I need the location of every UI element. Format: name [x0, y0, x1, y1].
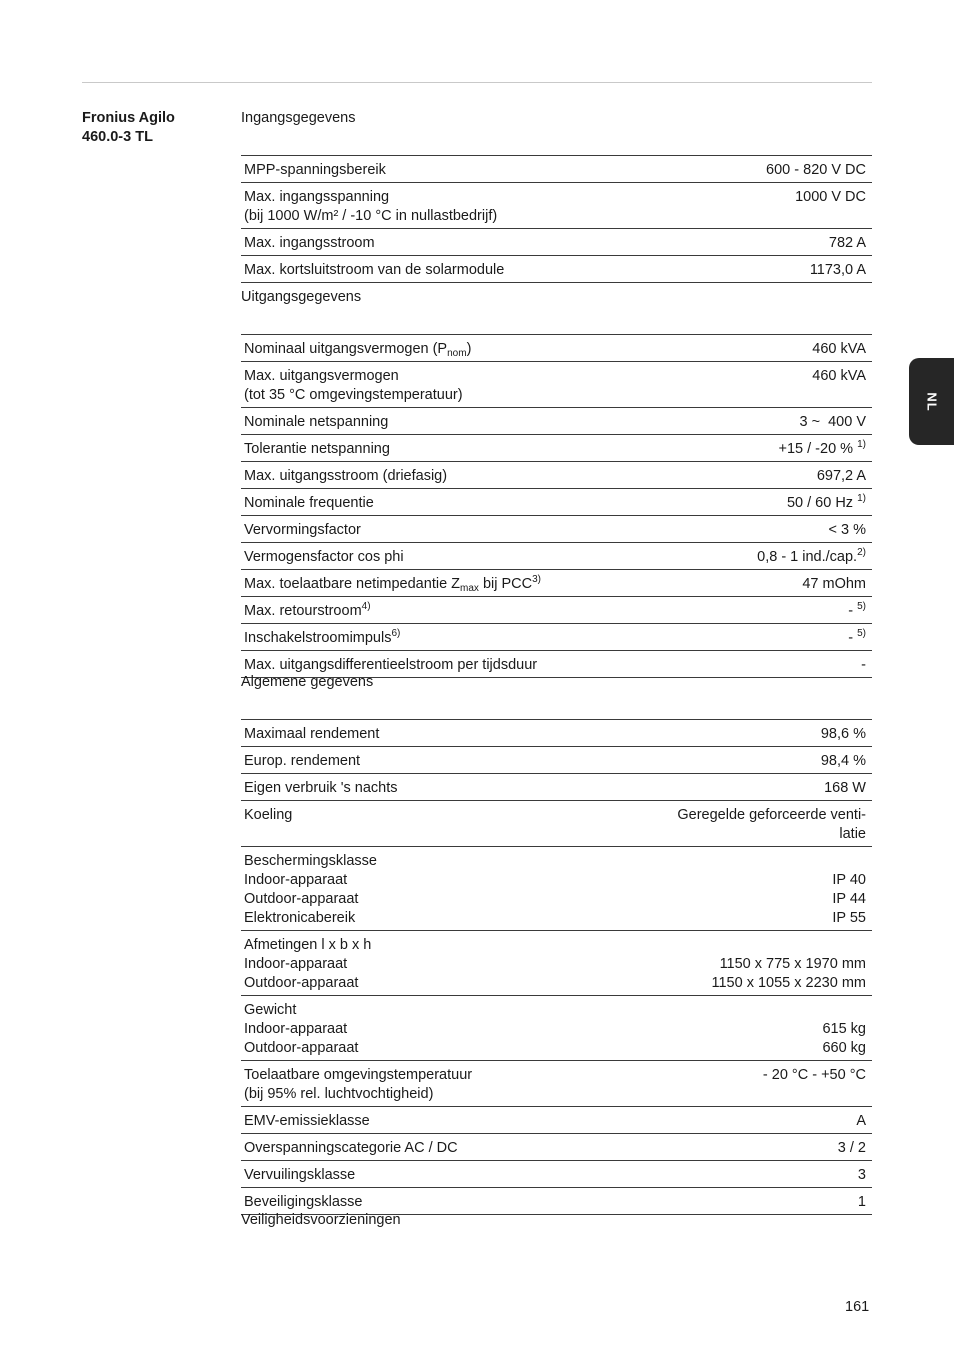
row-label-line: Indoor-apparaat — [244, 956, 348, 972]
row-label-line: (bij 95% rel. luchtvochtigheid) — [244, 1086, 434, 1102]
table-row — [241, 1107, 872, 1134]
table-row — [241, 931, 872, 996]
table-row — [241, 362, 872, 408]
row-value: 1000 V DC — [795, 189, 866, 205]
table-row — [241, 747, 872, 774]
row-label: Vermogensfactor cos phi — [244, 549, 404, 565]
language-tab — [909, 358, 954, 445]
model-name-line2: 460.0-3 TL — [82, 129, 153, 145]
language-tab-label: NL — [924, 391, 939, 412]
row-value: - $^{5)}$ — [848, 601, 866, 619]
table-row — [241, 543, 872, 570]
table-row — [241, 1061, 872, 1107]
row-value: 600 - 820 V DC — [766, 162, 866, 178]
table-row — [241, 1134, 872, 1161]
row-value: 3 — [857, 1167, 866, 1183]
row-label-line: Outdoor-apparaat — [244, 975, 359, 991]
row-value: 3 / 2 — [837, 1140, 866, 1156]
row-label: Nominale frequentie — [244, 495, 374, 511]
row-value-line: latie — [839, 826, 866, 842]
model-name — [82, 109, 175, 147]
row-value: 50 / 60 Hz $^{1)}$ — [786, 493, 866, 511]
row-label — [241, 1061, 585, 1107]
row-label: Koeling — [244, 807, 293, 823]
row-label: Max. retourstroom$^{4)}$ — [244, 601, 371, 619]
section-title-safety: Veiligheidsvoorzieningen — [241, 1212, 401, 1228]
row-value: 460 kVA — [812, 341, 866, 357]
row-value: - 20 °C - +50 °C — [762, 1067, 866, 1083]
row-label: Maximaal rendement — [244, 726, 380, 742]
row-label — [241, 362, 697, 408]
row-value-line: Geregelde geforceerde venti- — [677, 807, 866, 823]
row-label: Overspanningscategorie AC / DC — [244, 1140, 458, 1156]
table-row — [241, 801, 872, 847]
row-value-line: 1150 x 775 x 1970 mm — [719, 956, 866, 972]
row-label-line: Afmetingen l x b x h — [244, 937, 372, 953]
row-label: Vervormingsfactor — [244, 522, 361, 538]
footnote-ref: 6) — [391, 628, 401, 639]
footnote-ref: 2) — [857, 547, 866, 558]
row-label: Eigen verbruik 's nachts — [244, 780, 398, 796]
row-label-line: (bij 1000 W/m² / -10 °C in nullastbedrijf) — [244, 208, 498, 224]
row-label: Vervuilingsklasse — [244, 1167, 356, 1183]
table-row — [241, 570, 872, 597]
row-value: 47 mOhm — [802, 576, 866, 592]
row-value — [585, 801, 872, 847]
row-label: Inschakelstroomimpuls$^{6)}$ — [244, 628, 401, 646]
row-value: 168 W — [824, 780, 866, 796]
row-value-line: 660 kg — [822, 1040, 866, 1056]
row-label-line: (tot 35 °C omgevingstemperatuur) — [244, 387, 463, 403]
row-value-line: 615 kg — [822, 1021, 866, 1037]
footnote-ref: 3) — [532, 574, 542, 585]
row-value — [585, 996, 872, 1061]
row-value: 98,4 % — [820, 753, 866, 769]
row-label: Tolerantie netspanning — [244, 441, 390, 457]
row-value: 98,6 % — [820, 726, 866, 742]
row-value: 3 ~ 400 V — [799, 414, 866, 430]
row-label-line: Max. uitgangsvermogen — [244, 368, 399, 384]
spec-table-input — [241, 155, 872, 283]
row-label-line: Indoor-apparaat — [244, 872, 348, 888]
page-number: 161 — [845, 1299, 870, 1315]
row-value: < 3 % — [828, 522, 866, 538]
row-label: Beveiligingsklasse — [244, 1194, 363, 1210]
spec-table-general — [241, 719, 872, 1215]
footnote-ref: 1) — [857, 439, 866, 450]
row-value: 460 kVA — [812, 368, 866, 384]
row-value: 1173,0 A — [809, 262, 866, 278]
table-row — [241, 335, 872, 362]
table-row — [241, 774, 872, 801]
footnote-ref: 4) — [361, 601, 371, 612]
table-row — [241, 229, 872, 256]
table-row — [241, 489, 872, 516]
row-label: Max. kortsluitstroom van de solarmodule — [244, 262, 505, 278]
table-row — [241, 256, 872, 283]
model-name-line1: Fronius Agilo — [82, 110, 175, 126]
row-label: Nominale netspanning — [244, 414, 389, 430]
row-value: +15 / -20 % $^{1)}$ — [778, 439, 866, 457]
row-label-line: Indoor-apparaat — [244, 1021, 348, 1037]
row-label-line: Max. ingangsspanning — [244, 189, 390, 205]
row-label-line: Toelaatbare omgevingstemperatuur — [244, 1067, 473, 1083]
row-label: Nominaal uitgangsvermogen $(P_{nom})$ — [244, 341, 472, 359]
row-value-line: IP 55 — [832, 910, 866, 926]
table-row — [241, 996, 872, 1061]
row-label: Max. ingangsstroom — [244, 235, 375, 251]
footnote-ref: 5) — [857, 601, 866, 612]
table-row — [241, 156, 872, 183]
row-label-line: Elektronicabereik — [244, 910, 356, 926]
table-row — [241, 1161, 872, 1188]
row-value: - $^{5)}$ — [848, 628, 866, 646]
row-label-line: Gewicht — [244, 1002, 297, 1018]
row-value: - — [861, 657, 866, 673]
row-label — [241, 847, 585, 931]
row-value: 697,2 A — [816, 468, 866, 484]
table-row — [241, 624, 872, 651]
row-label — [241, 996, 585, 1061]
top-rule — [82, 82, 872, 83]
table-row — [241, 597, 872, 624]
row-label: MPP-spanningsbereik — [244, 162, 386, 178]
row-label — [241, 931, 585, 996]
section-title-input: Ingangsgegevens — [241, 110, 356, 126]
table-row — [241, 847, 872, 931]
row-value-line: 1150 x 1055 x 2230 mm — [711, 975, 866, 991]
row-label: Max. uitgangsstroom (driefasig) — [244, 468, 448, 484]
section-title-general: Algemene gegevens — [241, 674, 374, 690]
table-row — [241, 183, 872, 229]
table-row — [241, 720, 872, 747]
row-value: 782 A — [828, 235, 866, 251]
row-label: EMV-emissieklasse — [244, 1113, 370, 1129]
footnote-ref: 5) — [857, 628, 866, 639]
table-row — [241, 516, 872, 543]
row-value: 0,8 - 1 ind./cap.$^{2)}$ — [757, 547, 866, 565]
row-value-line: IP 44 — [832, 891, 866, 907]
row-value: A — [856, 1113, 866, 1129]
row-label: Europ. rendement — [244, 753, 361, 769]
spec-table-output — [241, 334, 872, 678]
row-value — [585, 847, 872, 931]
row-value: 1 — [857, 1194, 866, 1210]
row-label: Max. toelaatbare netimpedantie $Z_{max}$ bij PCC$^{3)}$ — [244, 574, 542, 594]
row-value — [585, 931, 872, 996]
table-row — [241, 435, 872, 462]
row-label-line: Outdoor-apparaat — [244, 1040, 359, 1056]
table-row — [241, 408, 872, 435]
row-value-line: IP 40 — [832, 872, 866, 888]
footnote-ref: 1) — [857, 493, 866, 504]
row-label: Max. uitgangsdifferentieelstroom per tijdsduur — [244, 657, 538, 673]
row-label-line: Outdoor-apparaat — [244, 891, 359, 907]
row-label-line: Beschermingsklasse — [244, 853, 377, 869]
section-title-output: Uitgangsgegevens — [241, 289, 362, 305]
row-label — [241, 183, 690, 229]
table-row — [241, 462, 872, 489]
